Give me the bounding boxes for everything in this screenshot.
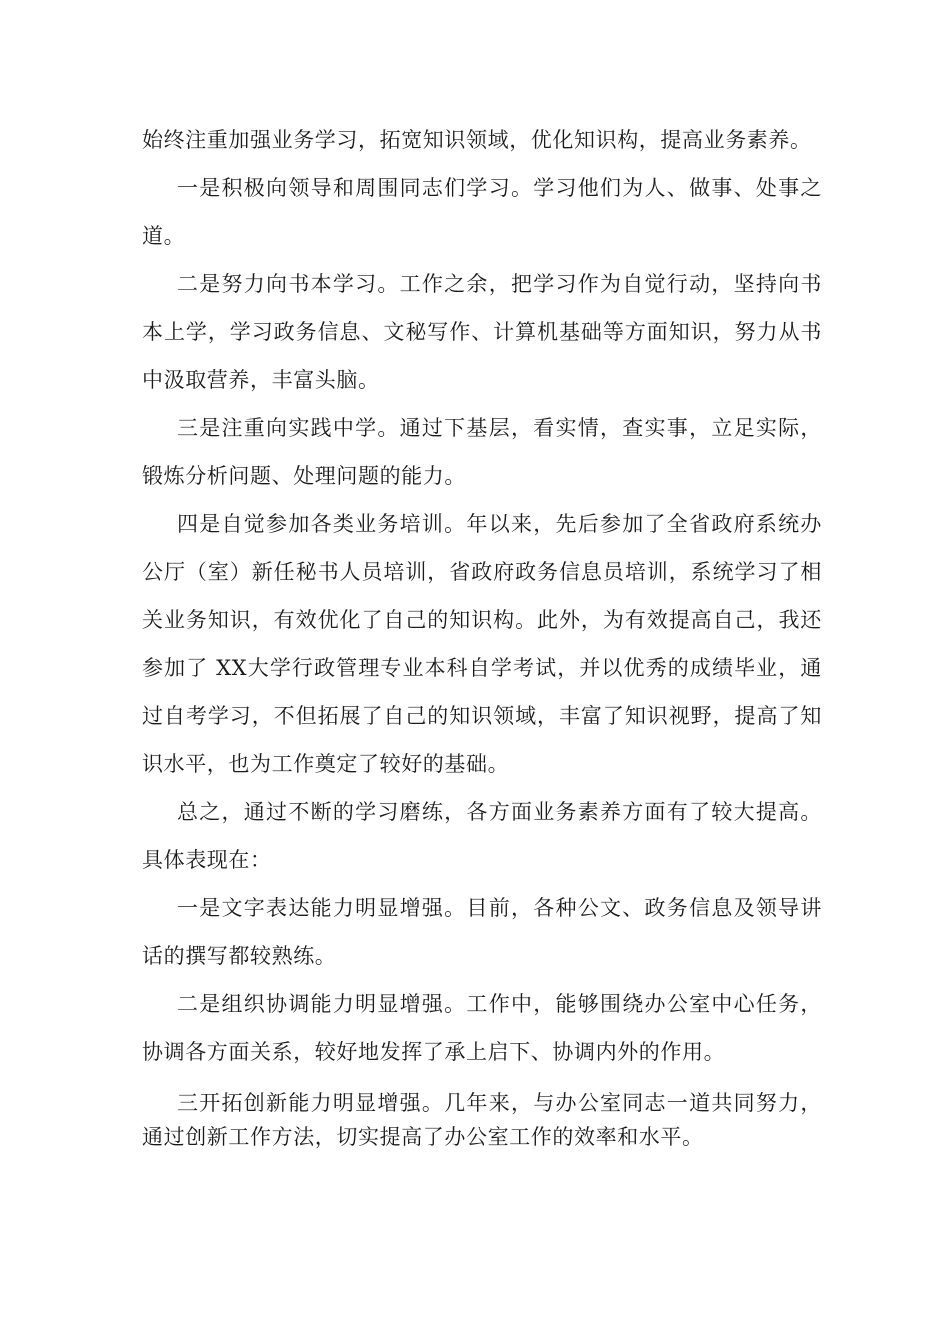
paragraph-learn-from-colleagues: 一是积极向领导和周围同志们学习。学习他们为人、做事、处事之道。 bbox=[142, 176, 822, 248]
paragraph-continuation: 始终注重加强业务学习，拓宽知识领域，优化知识构，提高业务素养。 bbox=[142, 128, 812, 152]
paragraph-learn-from-practice: 三是注重向实践中学。通过下基层，看实情，查实事，立足实际，锻炼分析问题、处理问题的能力。 bbox=[142, 416, 822, 488]
paragraph-learn-from-books: 二是努力向书本学习。工作之余，把学习作为自觉行动，坚持向书本上学，学习政务信息、文秘写作、计算机基础等方面知识，努力从书中汲取营养，丰富头脑。 bbox=[142, 272, 822, 392]
paragraph-training: 四是自觉参加各类业务培训。年以来，先后参加了全省政府系统办公厅（室）新任秘书人员培训，省政府政务信息员培训，系统学习了相关业务知识，有效优化了自己的知识构。此外，为有效提高自己，我还参加了 XX大学行政管理专业本科自学考试，并以优秀的成绩毕业，通过自考学习，不但拓展了自己的知识领域，丰富了知识视野，提高了知识水平，也为工作奠定了较好的基础。 bbox=[142, 512, 822, 776]
paragraph-writing-ability: 一是文字表达能力明显增强。目前，各种公文、政务信息及领导讲话的撰写都较熟练。 bbox=[142, 896, 822, 968]
document-body bbox=[142, 116, 822, 1154]
paragraph-coordination-ability: 二是组织协调能力明显增强。工作中，能够围绕办公室中心任务，协调各方面关系，较好地发挥了承上启下、协调内外的作用。 bbox=[142, 992, 822, 1064]
paragraph-summary: 总之，通过不断的学习磨练，各方面业务素养方面有了较大提高。具体表现在： bbox=[142, 800, 822, 872]
paragraph-innovation-ability: 三开拓创新能力明显增强。几年来，与办公室同志一道共同努力，通过创新工作方法，切实提高了办公室工作的效率和水平。 bbox=[142, 1091, 822, 1149]
